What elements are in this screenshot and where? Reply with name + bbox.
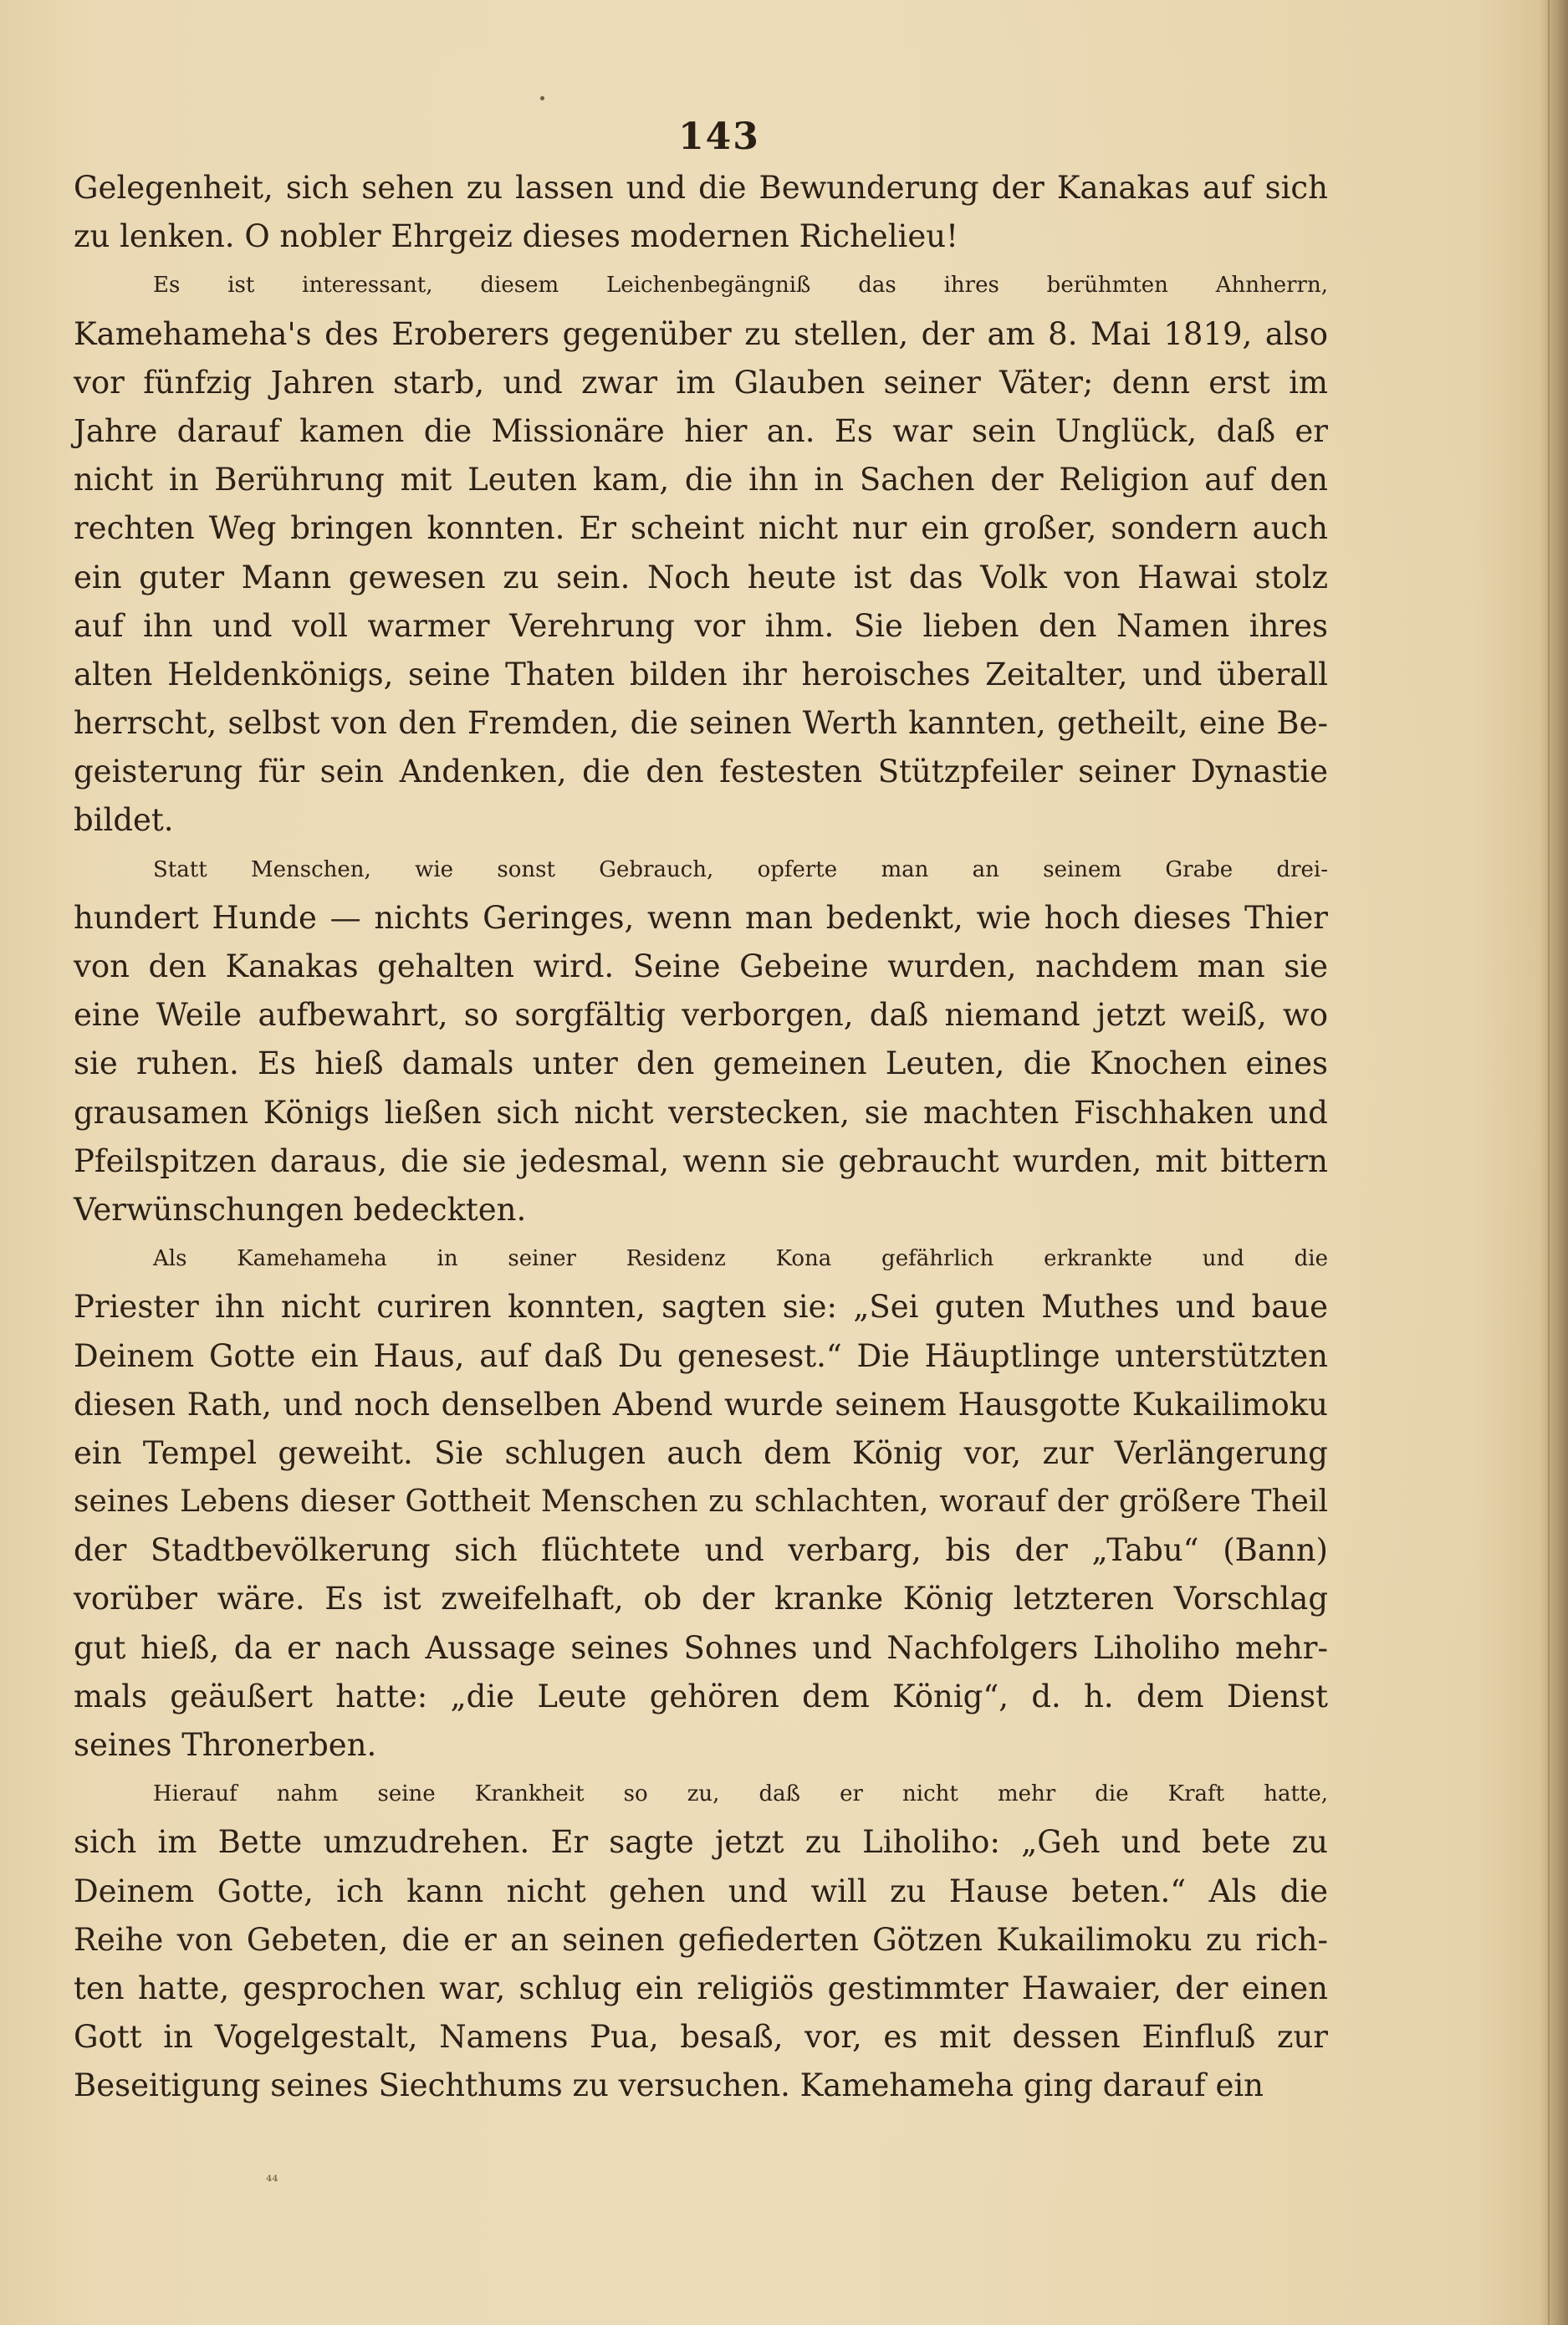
- text-line: Jahre darauf kamen die Missionäre hier an. Es war sein Unglück, daß er: [74, 412, 1328, 449]
- text-line: mals geäußert hatte: „die Leute gehören dem König“, d. h. dem Dienst: [74, 1678, 1328, 1714]
- text-line: gut hieß, da er nach Aussage seines Sohnes und Nachfolgers Liholiho mehr-: [74, 1629, 1328, 1666]
- text-line: sie ruhen. Es hieß damals unter den gemeinen Leuten, die Knochen eines: [74, 1045, 1328, 1082]
- text-line: herrscht, selbst von den Fremden, die seinen Werth kannten, getheilt, eine Be-: [74, 705, 1328, 742]
- text-line: Gott in Vogelgestalt, Namens Pua, besaß, vor, es mit dessen Einfluß zur: [74, 2019, 1328, 2056]
- page-edge-line: [1548, 0, 1550, 2325]
- text-line: ein Tempel geweiht. Sie schlugen auch dem König vor, zur Verlängerung: [74, 1434, 1328, 1471]
- text-line: Kamehameha's des Eroberers gegenüber zu stellen, der am 8. Mai 1819, also: [74, 315, 1328, 352]
- page-number: 143: [678, 115, 760, 158]
- text-line: der Stadtbevölkerung sich flüchtete und verbarg, bis der „Tabu“ (Bann): [74, 1532, 1328, 1569]
- text-line: alten Heldenkönigs, seine Thaten bilden ihr heroisches Zeitalter, und überall: [74, 656, 1328, 692]
- text-line: eine Weile aufbewahrt, so sorgfältig verborgen, daß niemand jetzt weiß, wo: [74, 997, 1328, 1034]
- text-line: geisterung für sein Andenken, die den festesten Stützpfeiler seiner Dynastie: [74, 754, 1328, 790]
- text-line: vorüber wäre. Es ist zweifelhaft, ob der kranke König letzteren Vorschlag: [74, 1581, 1328, 1617]
- text-line: bildet.: [74, 802, 174, 839]
- stray-ink-mark: ⁴⁴: [266, 2173, 278, 2190]
- text-line: Gelegenheit, sich sehen zu lassen und die Bewunderung der Kanakas auf sich: [74, 170, 1328, 206]
- paragraph: [74, 1770, 1328, 2110]
- text-line: sich im Bette umzudrehen. Er sagte jetzt zu Liholiho: „Geh und bete zu: [74, 1824, 1328, 1861]
- text-line: von den Kanakas gehalten wird. Seine Gebeine wurden, nachdem man sie: [74, 948, 1328, 984]
- text-line: rechten Weg bringen konnten. Er scheint nicht nur ein großer, sondern auch: [74, 510, 1328, 547]
- paragraph: [74, 261, 1328, 845]
- text-line: hundert Hunde — nichts Geringes, wenn man bedenkt, wie hoch dieses Thier: [74, 899, 1328, 936]
- text-line: zu lenken. O nobler Ehrgeiz dieses modernen Richelieu!: [74, 218, 958, 255]
- text-line: grausamen Königs ließen sich nicht verstecken, sie machten Fischhaken und: [74, 1094, 1328, 1131]
- text-line: Verwünschungen bedeckten.: [74, 1191, 527, 1228]
- text-line: seines Lebens dieser Gottheit Menschen zu schlachten, worauf der größere Theil: [74, 1484, 1328, 1520]
- text-line: Beseitigung seines Siechthums zu versuchen. Kamehameha ging darauf ein: [74, 2067, 1264, 2104]
- text-line: seines Thronerben.: [74, 1727, 377, 1763]
- body-text: [74, 164, 1328, 2111]
- text-line: nicht in Berührung mit Leuten kam, die ihn in Sachen der Religion auf den: [74, 462, 1328, 498]
- text-line: auf ihn und voll warmer Verehrung vor ihm. Sie lieben den Namen ihres: [74, 607, 1328, 644]
- text-line: ein guter Mann gewesen zu sein. Noch heute ist das Volk von Hawai stolz: [74, 559, 1328, 595]
- text-line: Als Kamehameha in seiner Residenz Kona gefährlich erkrankte und die: [153, 1246, 1328, 1272]
- page-edge-shadow: [1540, 0, 1568, 2325]
- text-line: Pfeilspitzen daraus, die sie jedesmal, wenn sie gebraucht wurden, mit bittern: [74, 1142, 1328, 1179]
- text-line: Deinem Gotte, ich kann nicht gehen und will zu Hause beten.“ Als die: [74, 1873, 1328, 1909]
- text-line: Priester ihn nicht curiren konnten, sagten sie: „Sei guten Muthes und baue: [74, 1289, 1328, 1326]
- text-line: diesen Rath, und noch denselben Abend wurde seinem Hausgotte Kukailimoku: [74, 1386, 1328, 1423]
- text-line: Deinem Gotte ein Haus, auf daß Du genesest.“ Die Häuptlinge unterstützten: [74, 1337, 1328, 1374]
- text-line: Statt Menschen, wie sonst Gebrauch, opferte man an seinem Grabe drei-: [153, 856, 1328, 882]
- text-line: Reihe von Gebeten, die er an seinen gefiederten Götzen Kukailimoku zu rich-: [74, 1921, 1328, 1958]
- paragraph: [74, 164, 1328, 261]
- text-line: Hierauf nahm seine Krankheit so zu, daß er nicht mehr die Kraft hatte,: [153, 1781, 1328, 1807]
- paragraph: [74, 1234, 1328, 1770]
- ink-speck: [540, 96, 544, 100]
- paragraph: [74, 846, 1328, 1235]
- text-line: vor fünfzig Jahren starb, und zwar im Glauben seiner Väter; denn erst im: [74, 364, 1328, 401]
- text-line: Es ist interessant, diesem Leichenbegängniß das ihres berühmten Ahnherrn,: [153, 273, 1328, 299]
- text-line: ten hatte, gesprochen war, schlug ein religiös gestimmter Hawaier, der einen: [74, 1970, 1328, 2006]
